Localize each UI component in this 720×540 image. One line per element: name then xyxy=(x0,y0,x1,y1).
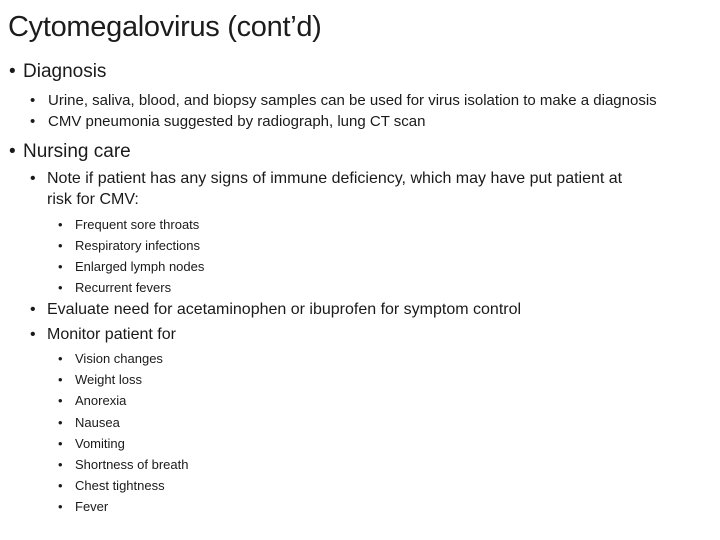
risk-sign-item xyxy=(58,214,199,235)
bullet-glyph: • xyxy=(58,478,63,493)
bullet-glyph: • xyxy=(58,372,63,387)
bullet-glyph: • xyxy=(58,499,63,514)
monitor-list-text: Nausea xyxy=(75,415,120,430)
bullet-nursing-care xyxy=(9,140,131,164)
nursing-note xyxy=(30,168,622,210)
risk-sign-item xyxy=(58,235,200,256)
monitor-list-text: Vomiting xyxy=(75,436,125,451)
diagnosis-item xyxy=(30,112,425,132)
bullet-diagnosis xyxy=(9,60,106,84)
risk-sign-text: Frequent sore throats xyxy=(75,217,200,232)
bullet-glyph: • xyxy=(58,415,63,430)
bullet-glyph: • xyxy=(58,259,63,274)
nursing-care-heading: Nursing care xyxy=(23,141,131,162)
diagnosis-item xyxy=(30,91,657,111)
risk-sign-text: Enlarged lymph nodes xyxy=(75,259,205,274)
evaluate-item xyxy=(30,299,521,321)
monitor-list-text: Vision changes xyxy=(75,351,163,366)
bullet-glyph: • xyxy=(58,351,63,366)
bullet-glyph: • xyxy=(58,217,63,232)
bullet-glyph: • xyxy=(58,457,63,472)
bullet-glyph: • xyxy=(58,393,63,408)
monitor-list-text: Weight loss xyxy=(75,372,142,387)
monitor-list-item xyxy=(58,454,188,475)
bullet-glyph: • xyxy=(30,113,36,130)
monitor-list-item xyxy=(58,412,120,433)
monitor-list-text: Fever xyxy=(75,499,109,514)
bullet-glyph: • xyxy=(58,280,63,295)
monitor-list-item xyxy=(58,390,126,411)
bullet-glyph: • xyxy=(58,436,63,451)
risk-sign-text: Respiratory infections xyxy=(75,238,200,253)
bullet-glyph: • xyxy=(30,326,36,343)
monitor-item xyxy=(30,324,176,346)
diagnosis-item-text: Urine, saliva, blood, and biopsy samples can be used for virus isolation to make a diagnosis xyxy=(48,92,657,109)
nursing-note-line2: risk for CMV: xyxy=(47,191,139,208)
monitor-list-text: Shortness of breath xyxy=(75,457,189,472)
bullet-glyph: • xyxy=(30,301,36,318)
evaluate-text: Evaluate need for acetaminophen or ibuprofen for symptom control xyxy=(47,301,522,318)
risk-sign-item xyxy=(58,277,171,298)
diagnosis-item-text: CMV pneumonia suggested by radiograph, lung CT scan xyxy=(48,113,426,130)
monitor-text: Monitor patient for xyxy=(47,326,176,343)
bullet-glyph: • xyxy=(58,238,63,253)
monitor-list-text: Anorexia xyxy=(75,393,127,408)
risk-sign-item xyxy=(58,256,204,277)
bullet-glyph: • xyxy=(9,61,16,82)
bullet-glyph: • xyxy=(30,92,36,109)
bullet-glyph: • xyxy=(30,170,36,187)
monitor-list-item xyxy=(58,496,108,517)
slide-title: Cytomegalovirus (cont’d) xyxy=(8,11,322,43)
monitor-list-item xyxy=(58,348,163,369)
bullet-glyph: • xyxy=(9,141,16,162)
monitor-list-text: Chest tightness xyxy=(75,478,165,493)
risk-sign-text: Recurrent fevers xyxy=(75,280,172,295)
monitor-list-item xyxy=(58,475,165,496)
nursing-note-line1: Note if patient has any signs of immune deficiency, which may have put patient at xyxy=(47,170,623,187)
monitor-list-item xyxy=(58,369,142,390)
monitor-list-item xyxy=(58,433,125,454)
diagnosis-heading: Diagnosis xyxy=(23,61,107,82)
